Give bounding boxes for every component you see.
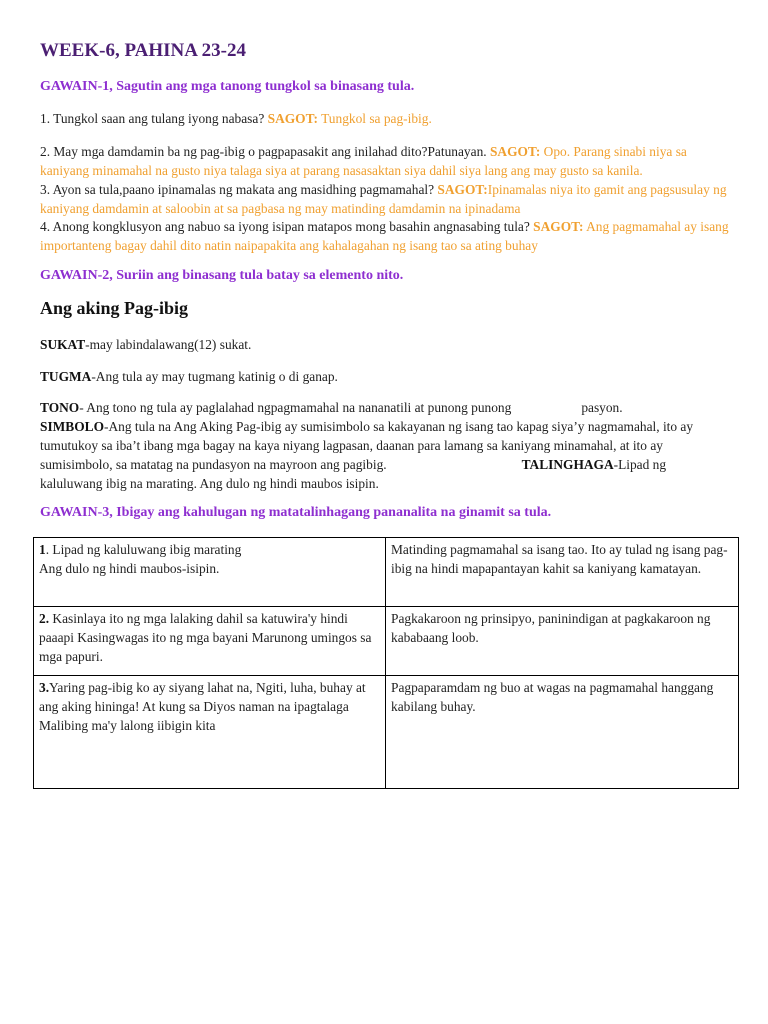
gawain-2-heading: GAWAIN-2, Suriin ang binasang tula batay sa elemento nito. (40, 268, 404, 283)
table-cell-meaning: Pagpaparamdam ng buo at wagas na pagmamahal hanggang kabilang buhay. (386, 676, 739, 789)
row-number: 1 (39, 542, 46, 557)
question-4-text: 4. Anong kongklusyon ang nabuo sa iyong isipan matapos mong basahin angnasabing tula? (40, 219, 534, 234)
answer-2-label: SAGOT: (489, 144, 541, 159)
question-3-text: 3. Ayon sa tula,paano ipinamalas ng makata ang masidhing pagmamahal? (40, 182, 438, 197)
table-cell-phrase (34, 676, 386, 789)
table-cell-phrase (34, 607, 386, 676)
simbolo-term: SIMBOLO (40, 419, 104, 434)
talinghaga-text: -Lipad ng kaluluwang ibig na marating. Ang dulo ng hindi maubos isipin. (40, 457, 667, 491)
element-sukat (40, 335, 730, 354)
gawain-3-heading: GAWAIN-3, Ibigay ang kahulugan ng matatalinhagang pananalita na ginamit sa tula. (40, 505, 552, 520)
element-tono (40, 398, 730, 417)
tugma-text: -Ang tula ay may tugmang katinig o di ganap. (91, 369, 338, 384)
answer-4-label: SAGOT: (533, 219, 584, 234)
answer-3-label: SAGOT: (437, 182, 488, 197)
gawain-1-heading: GAWAIN-1, Sagutin ang mga tanong tungkol sa binasang tula. (40, 79, 415, 94)
question-3 (40, 180, 730, 218)
simbolo-text: -Ang tula na Ang Aking Pag-ibig ay sumisimbolo sa kakayanan ng isang tao kapag siya’y nagmamahal, ito ay tumutukoy sa iba’t ibang mga bagay na kaya niyang lagpasan, daanan para lamang sa kaniyang minamahal, at ito ay sumisimbolo, sa matatag na pundasyon na mayroon ang pagibig. (40, 419, 694, 472)
question-1-text: 1. Tungkol saan ang tulang iyong nabasa? (40, 111, 268, 126)
question-1 (40, 109, 730, 128)
tono-text-end: pasyon. (581, 400, 623, 415)
answer-2-text: Opo. Parang sinabi niya sa kaniyang minamahal na gusto niya talaga siya at parang nasasaktan siya dahil siya lang ang may gusto sa kanila. (40, 144, 687, 178)
phrase-line-2: Malibing ma'y lalong iibigin kita (39, 718, 216, 733)
table-row (34, 538, 739, 607)
question-4 (40, 217, 730, 255)
element-tugma (40, 367, 730, 386)
sukat-text: -may labindalawang(12) sukat. (85, 337, 252, 352)
answer-1-label: SAGOT: (267, 111, 318, 126)
phrase-line-1: Kasinlaya ito ng mga lalaking dahil sa katuwira'y hindi paaapi Kasingwagas ito ng mga bayani Marunong umingos sa mga papuri. (39, 611, 372, 664)
phrase-line-1: Yaring pag-ibig ko ay siyang lahat na, Ngiti, luha, buhay at ang aking hininga! At kung sa Diyos naman na ipagtalaga (39, 680, 366, 714)
tono-term: TONO (40, 400, 80, 415)
answer-4-text: Ang pagmamahal ay isang importanteng bagay dahil dito natin naipapakita ang kahalagahan ng isang tao sa ating buhay (40, 219, 729, 253)
table-row (34, 607, 739, 676)
sukat-term: SUKAT (40, 337, 86, 352)
table-row (34, 676, 739, 789)
phrase-line-1: . Lipad ng kaluluwang ibig marating (45, 542, 242, 557)
answer-3-text: Ipinamalas niya ito gamit ang pagsusulay ng kaniyang damdamin at saloobin at sa pagbasa ng may matinding damdamin na ipinadama (40, 182, 727, 216)
phrase-line-2: Ang dulo ng hindi maubos-isipin. (39, 561, 220, 576)
answer-1-text: Tungkol sa pag-ibig. (317, 111, 432, 126)
tugma-term: TUGMA (40, 369, 92, 384)
tono-text: - Ang tono ng tula ay paglalahad ngpagmamahal na nananatili at punong punong (79, 400, 512, 415)
row-number: 2. (39, 611, 50, 626)
table-cell-meaning: Matinding pagmamahal sa isang tao. Ito ay tulad ng isang pag-ibig na hindi mapapantayan kahit sa kaniyang kamatayan. (386, 538, 739, 607)
table-cell-meaning: Pagkakaroon ng prinsipyo, paninindigan at pagkakaroon ng kababaang loob. (386, 607, 739, 676)
row-number: 3. (39, 680, 50, 695)
question-2 (40, 142, 730, 180)
element-simbolo (40, 417, 730, 493)
page-title: WEEK-6, PAHINA 23-24 (40, 40, 247, 61)
talinghaga-term: TALINGHAGA (521, 457, 614, 472)
meaning-table (33, 537, 739, 789)
poem-title: Ang aking Pag-ibig (40, 298, 189, 318)
table-cell-phrase (34, 538, 386, 607)
question-2-text: 2. May mga damdamin ba ng pag-ibig o pagpapasakit ang inilahad dito?Patunayan. (40, 144, 490, 159)
